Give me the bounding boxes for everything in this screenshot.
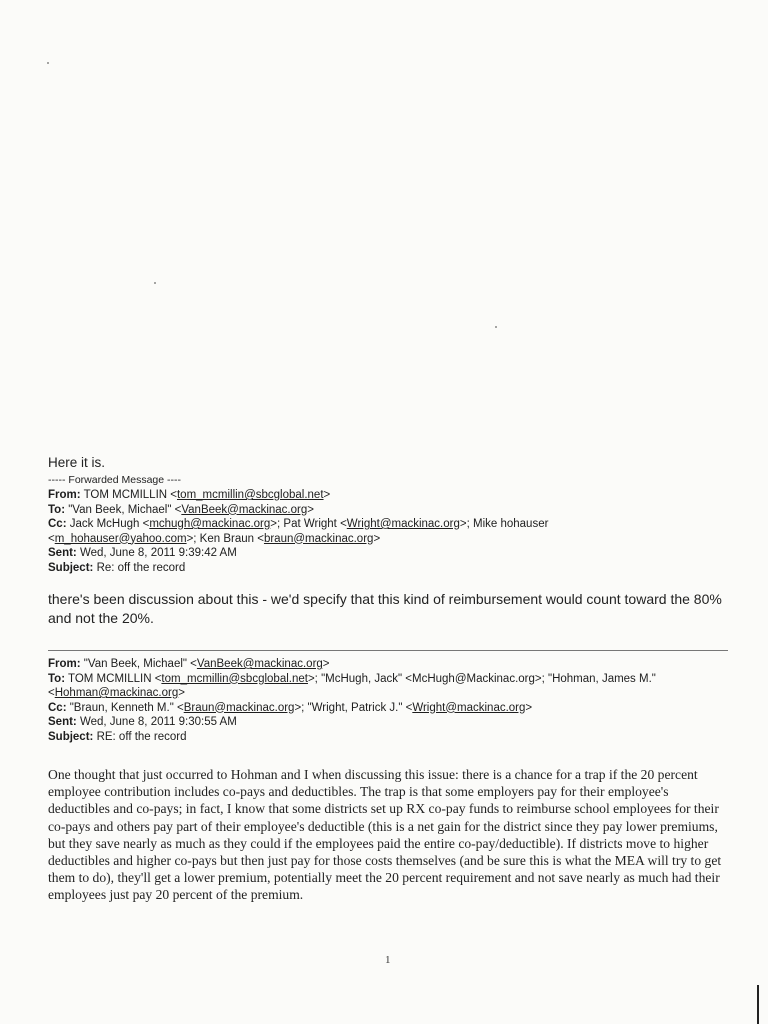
- subject-line: [48, 561, 728, 576]
- cc-email-link[interactable]: mchugh@mackinac.org: [149, 518, 271, 530]
- from-end: >: [323, 489, 331, 501]
- page-number: 1: [385, 954, 391, 966]
- from-line: [48, 657, 728, 672]
- cc-label: Cc:: [48, 518, 67, 530]
- cc-email-link[interactable]: Wright@mackinac.org: [412, 701, 526, 714]
- to-label: To:: [48, 503, 66, 516]
- cc-end: >: [373, 532, 381, 545]
- cc-line-continued: [48, 532, 728, 547]
- sent-label: Sent:: [48, 716, 77, 728]
- to-end: >: [178, 687, 185, 699]
- cc-name: >; Mike hohauser: [459, 518, 549, 530]
- sent-label: Sent:: [48, 547, 77, 559]
- cc-email-link[interactable]: Wright@mackinac.org: [346, 518, 460, 530]
- from-label: From:: [48, 658, 81, 670]
- to-email-link[interactable]: VanBeek@mackinac.org: [181, 503, 308, 516]
- scan-speck: [154, 282, 156, 284]
- to-line: [48, 672, 728, 687]
- scan-edge-mark: [757, 985, 759, 1024]
- message-body: One thought that just occurred to Hohman and I when discussing this issue: there is a chance for a trap if the 20 percent employee contribution includes co-pays and deductibles. The trap is that some employers pay for their employee's deductibles and co-pays; in fact, I know that some districts set up RX co-pay funds to reimburse school employees for their co-pays and others pay part of their employee's deductible (this is a net gain for the district since they pay lower premiums, but they save nearly as much as they could if the employees paid the entire co-pay/deductible). If districts move to higher deductibles and higher co-pays but then just pay for those costs themselves (and be sure this is what the MEA will try to get them to do), they'll get a lower premium, potentially meet the 20 percent requirement and not save nearly as much had their employees just pay 20 percent of the premium.: [48, 767, 722, 903]
- intro-text: Here it is.: [48, 455, 106, 470]
- message-divider: [48, 650, 728, 651]
- from-name: TOM MCMILLIN <: [80, 489, 177, 501]
- cc-name: >; Ken Braun <: [186, 532, 264, 545]
- to-prefix: <: [48, 687, 55, 699]
- cc-email-link[interactable]: m_hohauser@yahoo.com: [54, 532, 187, 545]
- from-email-link[interactable]: VanBeek@mackinac.org: [196, 658, 323, 670]
- subject-line: [48, 730, 728, 745]
- reply-text: there's been discussion about this - we'd specify that this kind of reimbursement would count toward the 80% and not the 20%.: [48, 591, 722, 626]
- subject-label: Subject:: [48, 730, 94, 743]
- from-label: From:: [48, 489, 81, 501]
- cc-prefix: <: [48, 532, 55, 545]
- message-header-1: [48, 488, 728, 575]
- from-name: "Van Beek, Michael" <: [80, 658, 197, 670]
- sent-line: [48, 715, 728, 730]
- cc-line: [48, 701, 728, 716]
- cc-name: Jack McHugh <: [66, 518, 150, 530]
- to-email-link[interactable]: Hohman@mackinac.org: [54, 687, 179, 699]
- subject-value: RE: off the record: [93, 730, 187, 743]
- to-name: TOM MCMILLIN <: [65, 672, 162, 685]
- cc-end: >: [525, 701, 533, 714]
- to-label: To:: [48, 672, 66, 685]
- subject-label: Subject:: [48, 561, 94, 574]
- sent-line: [48, 546, 728, 561]
- to-name: "Van Beek, Michael" <: [65, 503, 182, 516]
- cc-name: "Braun, Kenneth M." <: [66, 701, 184, 714]
- forwarded-label: ----- Forwarded Message ----: [48, 474, 182, 486]
- cc-name: >; "Wright, Patrick J." <: [294, 701, 413, 714]
- to-recipients: >; "McHugh, Jack" <McHugh@Mackinac.org>; "Hohman, James M.": [307, 672, 656, 685]
- sent-value: Wed, June 8, 2011 9:30:55 AM: [76, 716, 237, 728]
- cc-label: Cc:: [48, 701, 67, 714]
- to-line-continued: [48, 686, 728, 701]
- scan-speck: [47, 62, 49, 64]
- from-email-link[interactable]: tom_mcmillin@sbcglobal.net: [176, 489, 324, 501]
- subject-value: Re: off the record: [93, 561, 186, 574]
- sent-value: Wed, June 8, 2011 9:39:42 AM: [76, 547, 237, 559]
- from-line: [48, 488, 728, 503]
- to-email-link[interactable]: tom_mcmillin@sbcglobal.net: [161, 672, 308, 685]
- scan-speck: [495, 326, 497, 328]
- from-end: >: [322, 658, 330, 670]
- to-line: [48, 503, 728, 518]
- cc-email-link[interactable]: Braun@mackinac.org: [183, 701, 295, 714]
- to-end: >: [307, 503, 314, 516]
- cc-name: >; Pat Wright <: [270, 518, 347, 530]
- cc-line: [48, 517, 728, 532]
- message-header-2: [48, 657, 728, 744]
- cc-email-link[interactable]: braun@mackinac.org: [263, 532, 374, 545]
